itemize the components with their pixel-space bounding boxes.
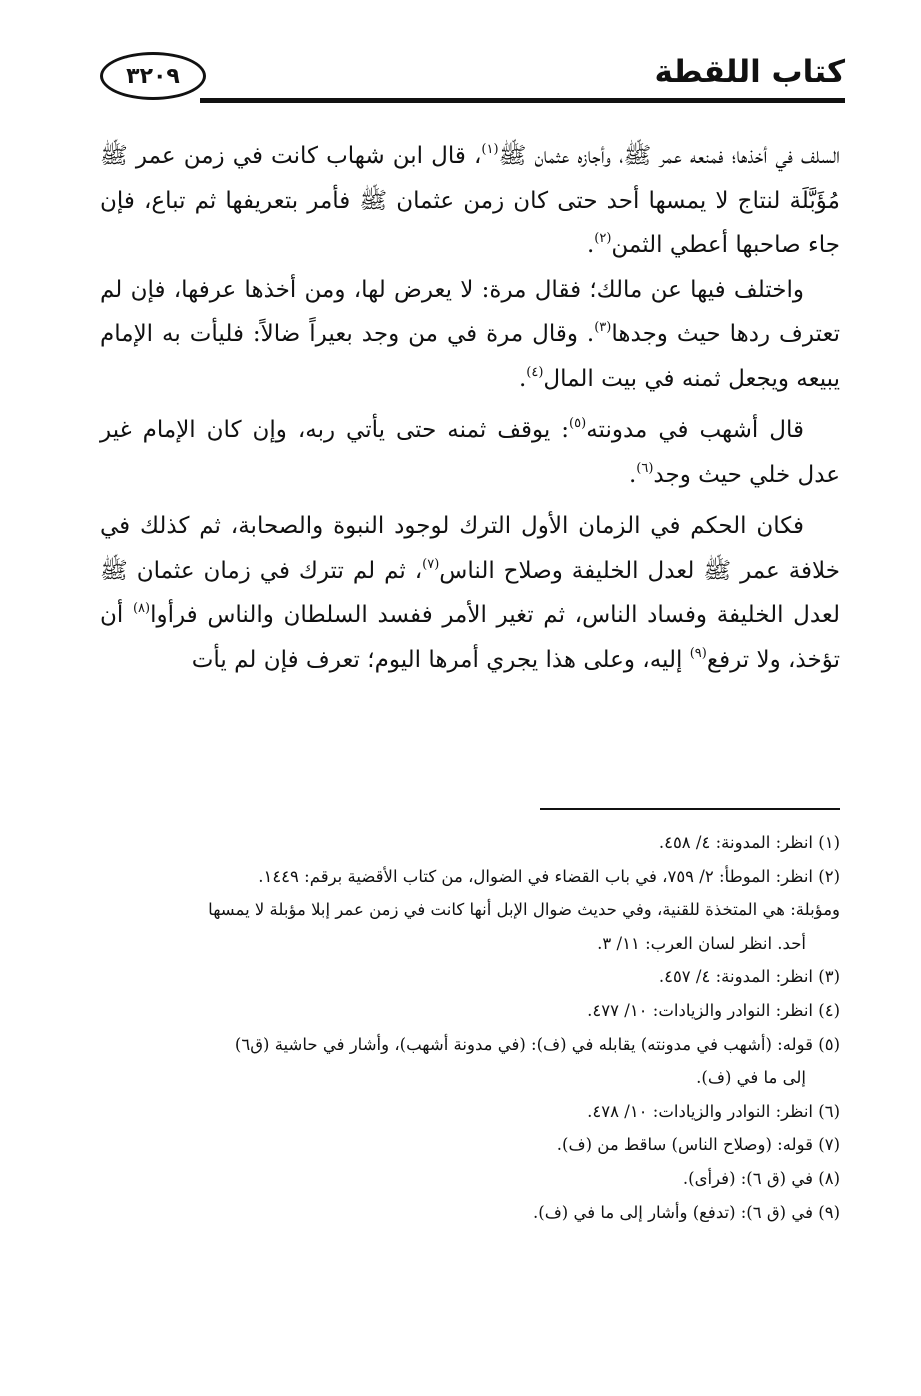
page-header [100, 40, 845, 110]
text-run: السلف في أخذها؛ فمنعه عمر ﷺ، وأجازه عثمان ﷺ [498, 143, 841, 169]
footnote [100, 1128, 840, 1162]
text-run: إليه، وعلى هذا يجري أمرها اليوم؛ تعرف فإن لم يأت [191, 646, 690, 673]
footnote [100, 994, 840, 1028]
footnote-text: (٧) قوله: (وصلاح الناس) ساقط من (ف). [556, 1135, 840, 1155]
footnote [100, 960, 840, 994]
paragraph [100, 268, 840, 402]
footnote [100, 860, 840, 894]
footnote-ref: (٦) [636, 460, 654, 476]
footnote [100, 1028, 840, 1062]
footnote-text: (٨) في (ق ٦): (فرأى). [682, 1168, 840, 1188]
text-run: . [586, 232, 595, 258]
footnote-separator [540, 808, 840, 810]
text-run: . [518, 365, 527, 392]
footnote-ref: (٥) [569, 416, 587, 431]
footnote-text: إلى ما في (ف). [696, 1068, 806, 1088]
footnote-text: أحد. انظر لسان العرب: ١١/ ٣. [597, 933, 806, 953]
footnote-text: (٩) في (ق ٦): (تدفع) وأشار إلى ما في (ف). [533, 1202, 840, 1222]
footnote-ref: (٤) [526, 364, 544, 380]
text-run: : يوقف ثمنه حتى يأتي ربه، وإن كان الإمام غير عدل خلي حيث وجد [100, 417, 840, 488]
footnote-ref: (٩) [689, 645, 707, 661]
footnote [100, 893, 840, 927]
text-run: فكان الحكم في الزمان الأول الترك لوجود النبوة والصحابة، ثم كذلك في خلافة عمر ﷺ لعدل الخليفة وصلاح الناس [100, 513, 840, 584]
footnote-text: (٥) قوله: (أشهب في مدونته) يقابله في (ف): (في مدونة أشهب)، وأشار في حاشية (ق٦) [234, 1034, 840, 1054]
footnote [100, 1162, 840, 1196]
text-run: أن تؤخذ، ولا ترفع [100, 602, 840, 673]
footnote-text: (٤) انظر: النوادر والزيادات: ١٠/ ٤٧٧. [587, 1000, 840, 1020]
footnote-ref: (٣) [594, 320, 612, 335]
footnote-ref: (٢) [594, 231, 612, 246]
footnote-text: (٢) انظر: الموطأ: ٢/ ٧٥٩، في باب القضاء في الضوال، من كتاب الأقضية برقم: ١٤٤٩. [258, 866, 840, 886]
footnote-text: (٦) انظر: النوادر والزيادات: ١٠/ ٤٧٨. [587, 1101, 840, 1121]
main-text [100, 134, 840, 682]
page-number: ٣٢٠٩ [100, 52, 206, 100]
text-run: . [628, 461, 637, 488]
footnote-text: (١) انظر: المدونة: ٤/ ٤٥٨. [658, 833, 840, 852]
header-rule [200, 98, 845, 103]
footnote-text: (٣) انظر: المدونة: ٤/ ٤٥٧. [658, 967, 840, 987]
paragraph [100, 408, 840, 497]
paragraph [100, 134, 840, 268]
text-run: ، قال ابن شهاب كانت في زمن عمر ﷺ مُؤَبَّلَة لنتاج لا يمسها أحد حتى كان زمن عثمان ﷺ فأمر بتعريفها ثم تباع، فإن جاء صاحبها أعطي الثمن [100, 143, 840, 258]
footnote-ref: (٨) [132, 601, 151, 616]
footnote [100, 826, 840, 860]
footnote [100, 1196, 840, 1230]
footnote [100, 1095, 840, 1129]
text-run: . وقال مرة في من وجد بعيراً ضالاً: فليأت به الإمام يبيعه ويجعل ثمنه في بيت المال [100, 321, 840, 392]
footnote-text: ومؤبلة: هي المتخذة للقنية، وفي حديث ضوال الإبل أنها كانت في زمن عمر إبلا مؤبلة لا يمسها [208, 900, 840, 920]
footnote-continuation [100, 927, 840, 961]
footnotes [100, 826, 840, 1229]
footnote-continuation [100, 1061, 840, 1095]
text-run: قال أشهب في مدونته [586, 417, 804, 443]
footnote-ref: (١) [481, 142, 499, 157]
text-run: ، ثم لم تترك في زمان عثمان ﷺ لعدل الخليفة وفساد الناس، ثم تغير الأمر ففسد السلطان والناس فرأوا [100, 557, 841, 628]
footnote-ref: (٧) [422, 556, 440, 572]
paragraph [100, 504, 840, 682]
text-run: واختلف فيها عن مالك؛ فقال مرة: لا يعرض لها، ومن أخذها عرفها، فإن لم تعترف ردها حيث وجدها [100, 276, 840, 347]
running-title: كتاب اللقطة [654, 54, 845, 90]
